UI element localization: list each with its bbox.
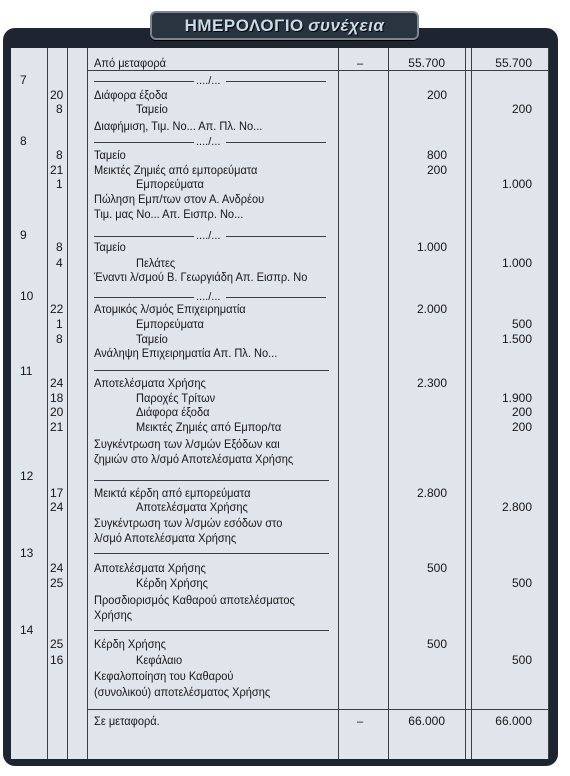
carry-out-debit: 66.000 xyxy=(408,714,445,728)
account-code: 8 xyxy=(56,102,63,116)
entry-text: Συγκέντρωση των λ/σμών εσόδων στο xyxy=(94,516,283,530)
column-line xyxy=(47,48,48,759)
debit-amount: 800 xyxy=(426,148,447,162)
account-code: 1 xyxy=(56,177,63,191)
account-code: 20 xyxy=(50,405,64,419)
entry-text: Τιμ. μας Νο... Απ. Εισπρ. Νο... xyxy=(94,207,244,221)
entry-text: Μεικτές Ζημιές από εμπορεύματα xyxy=(94,163,258,177)
debit-amount: 200 xyxy=(426,88,447,102)
debit-amount: 500 xyxy=(426,637,447,651)
debit-amount: 500 xyxy=(426,561,447,575)
account-code: 22 xyxy=(50,302,64,316)
carry-out-dash: – xyxy=(357,714,364,728)
entry-text: Αποτελέσματα Χρήσης xyxy=(136,500,248,514)
credit-amount: 1.000 xyxy=(501,256,532,270)
credit-amount: 1.900 xyxy=(501,391,532,405)
entry-text: Ατομικός λ/σμός Επιχειρηματία xyxy=(94,302,246,316)
entry-text: Εμπορεύματα xyxy=(136,177,204,191)
entry-text: Συγκέντρωση των λ/σμών Εξόδων και xyxy=(94,437,280,451)
entry-separator xyxy=(94,229,326,243)
entry-text: Διάφορα έξοδα xyxy=(136,405,210,419)
entry-text: Πώληση Εμπ/των στον Α. Ανδρέου xyxy=(94,192,265,206)
title-main: ΗΜΕΡΟΛΟΓΙΟ xyxy=(184,16,304,35)
entry-text: Ταμείο xyxy=(94,148,126,162)
account-code: 24 xyxy=(50,376,64,390)
carry-out-credit: 66.000 xyxy=(495,714,532,728)
entry-text: Αποτελέσματα Χρήσης xyxy=(94,376,206,390)
entry-date: 11 xyxy=(20,364,33,378)
credit-amount: 500 xyxy=(511,653,532,667)
entry-text: Ανάληψη Επιχειρηματία Απ. Πλ. Νο... xyxy=(94,346,278,360)
entry-text: Κέρδη Χρήσης xyxy=(94,637,166,651)
entry-separator xyxy=(94,480,329,481)
title-sub: συνέχεια xyxy=(308,16,385,35)
account-code: 18 xyxy=(50,391,64,405)
entry-text: ζημιών στο λ/σμό Αποτελέσματα Χρήσης xyxy=(94,452,294,466)
entry-text: Κεφαλοποίηση του Καθαρού xyxy=(94,669,234,683)
entry-date: 7 xyxy=(20,73,27,87)
debit-amount: 2.300 xyxy=(416,376,447,390)
carry-out-label: Σε μεταφορά. xyxy=(94,714,160,728)
separator-text: ..../... xyxy=(196,136,221,148)
separator-text: ..../... xyxy=(196,75,221,87)
entry-separator xyxy=(94,370,329,371)
account-code: 24 xyxy=(50,500,64,514)
credit-amount: 200 xyxy=(511,420,532,434)
column-line xyxy=(67,48,68,759)
carry-in-credit: 55.700 xyxy=(495,56,532,70)
entry-separator xyxy=(94,135,326,149)
entry-text: (συνολικού) αποτελέσματος Χρήσης xyxy=(94,685,271,699)
separator-text: ..../... xyxy=(196,230,221,242)
entry-date: 10 xyxy=(20,289,34,303)
entry-text: Χρήσης xyxy=(94,608,133,622)
row-line xyxy=(87,70,548,71)
account-code: 1 xyxy=(56,317,63,331)
entry-text: Ταμείο xyxy=(136,332,168,346)
credit-amount: 1.000 xyxy=(501,177,532,191)
column-line xyxy=(548,48,549,759)
entry-text: Ταμείο xyxy=(136,102,168,116)
entry-text: Παροχές Τρίτων xyxy=(136,391,216,405)
entry-date: 14 xyxy=(20,623,34,637)
entry-text: Κεφάλαιο xyxy=(136,653,183,667)
account-code: 8 xyxy=(56,332,63,346)
debit-amount: 1.000 xyxy=(416,240,447,254)
carry-in-debit: 55.700 xyxy=(408,56,445,70)
entry-text: Διάφορα έξοδα xyxy=(94,88,168,102)
entry-text: Προσδιορισμός Καθαρού αποτελέσματος xyxy=(94,593,295,607)
account-code: 25 xyxy=(50,576,64,590)
account-code: 17 xyxy=(50,486,64,500)
account-code: 24 xyxy=(50,561,64,575)
entry-separator xyxy=(94,74,326,88)
account-code: 25 xyxy=(50,637,64,651)
entry-text: Διαφήμιση, Τιμ. Νο... Απ. Πλ. Νο... xyxy=(94,119,263,133)
debit-amount: 200 xyxy=(426,163,447,177)
row-line xyxy=(87,709,548,710)
account-code: 8 xyxy=(56,148,63,162)
entry-text: Πελάτες xyxy=(136,256,176,270)
credit-amount: 1.500 xyxy=(501,332,532,346)
credit-amount: 500 xyxy=(511,576,532,590)
entry-separator xyxy=(94,630,329,631)
entry-date: 8 xyxy=(20,134,27,148)
entry-text: Αποτελέσματα Χρήσης xyxy=(94,561,206,575)
debit-amount: 2.800 xyxy=(416,486,447,500)
entry-text: Μεικτά κέρδη από εμπορεύματα xyxy=(94,486,251,500)
account-code: 21 xyxy=(50,163,64,177)
entry-text: Ταμείο xyxy=(94,240,126,254)
account-code: 20 xyxy=(50,88,64,102)
entry-text: Μεικτές Ζημιές από Εμπορ/τα xyxy=(136,420,282,434)
credit-amount: 500 xyxy=(511,317,532,331)
entry-separator xyxy=(94,553,329,554)
entry-text: λ/σμό Αποτελέσματα Χρήσης xyxy=(94,531,237,545)
column-line xyxy=(87,48,88,759)
entry-date: 9 xyxy=(20,228,27,242)
entry-text: Έναντι λ/σμού Β. Γεωργιάδη Απ. Εισπρ. Νο xyxy=(94,270,308,284)
entry-date: 13 xyxy=(20,546,34,560)
separator-text: ..../... xyxy=(196,291,221,303)
entry-date: 12 xyxy=(20,469,34,483)
account-code: 8 xyxy=(56,240,63,254)
credit-amount: 200 xyxy=(511,405,532,419)
carry-in-dash: – xyxy=(357,56,364,70)
account-code: 16 xyxy=(50,653,64,667)
credit-amount: 2.800 xyxy=(501,500,532,514)
column-line xyxy=(338,48,339,759)
account-code: 4 xyxy=(56,256,63,270)
debit-amount: 2.000 xyxy=(416,302,447,316)
entry-text: Κέρδη Χρήσης xyxy=(136,576,208,590)
credit-amount: 200 xyxy=(511,102,532,116)
page-title xyxy=(150,11,419,40)
account-code: 21 xyxy=(50,420,64,434)
carry-in-label: Από μεταφορά xyxy=(94,56,167,70)
entry-text: Εμπορεύματα xyxy=(136,317,204,331)
